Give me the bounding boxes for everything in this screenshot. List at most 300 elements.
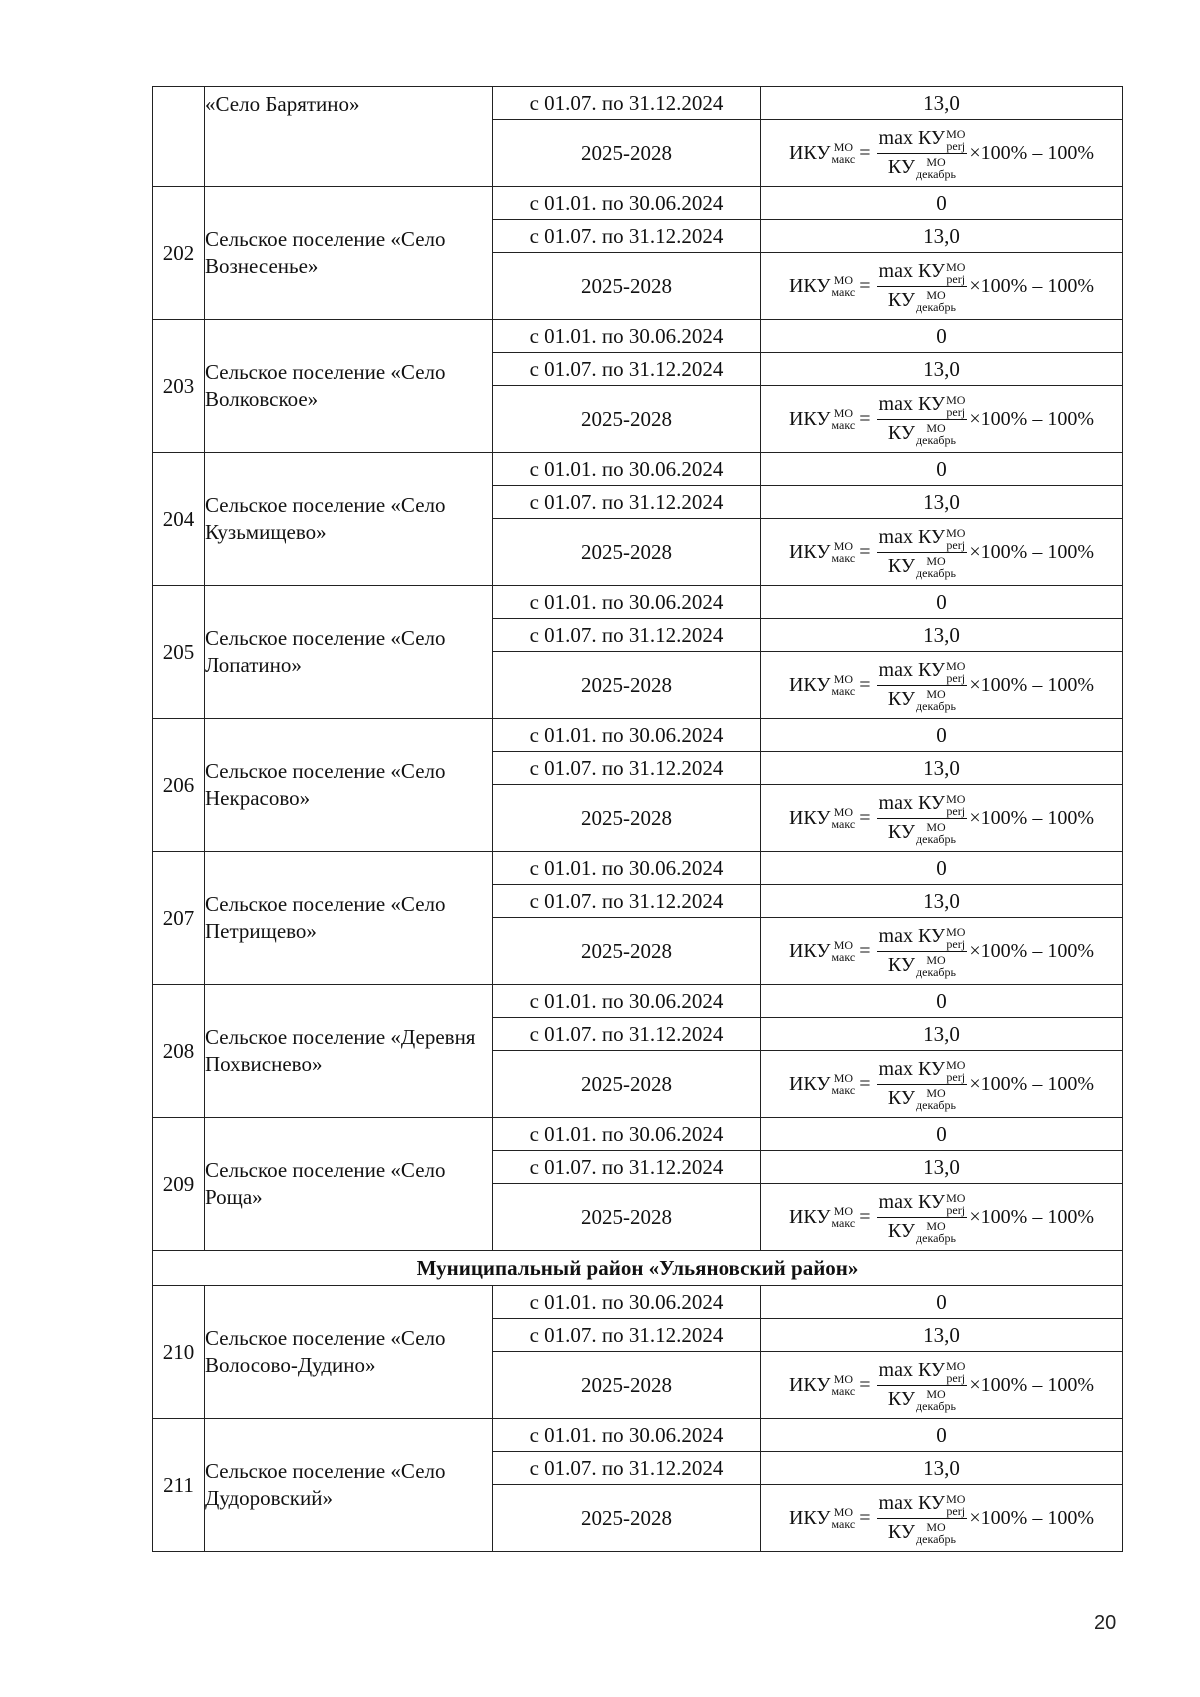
value-cell: 13,0 bbox=[761, 619, 1123, 652]
formula-den-indices bbox=[916, 1087, 956, 1111]
formula-lhs-sup: МО bbox=[833, 1505, 854, 1519]
formula-den-sub: декабрь bbox=[916, 1097, 956, 1112]
formula-denominator bbox=[888, 686, 956, 712]
table-row bbox=[153, 852, 1123, 885]
formula-numerator bbox=[877, 1491, 968, 1518]
formula-lhs-sub: макс bbox=[831, 1216, 856, 1230]
formula-num-sub: perj bbox=[946, 670, 966, 685]
formula-den-indices bbox=[916, 422, 956, 446]
value-cell: 13,0 bbox=[761, 1452, 1123, 1485]
formula-num-prefix: max КУ bbox=[878, 659, 946, 682]
table-row bbox=[153, 1118, 1123, 1151]
value-cell: 0 bbox=[761, 1419, 1123, 1452]
period-cell: с 01.07. по 31.12.2024 bbox=[493, 1452, 761, 1485]
period-cell: с 01.07. по 31.12.2024 bbox=[493, 885, 761, 918]
formula-eq: = bbox=[859, 1205, 871, 1228]
formula-lhs-indices bbox=[832, 806, 856, 830]
formula-den-sub: декабрь bbox=[916, 964, 956, 979]
table-row bbox=[153, 1419, 1123, 1452]
formula-cell bbox=[761, 652, 1123, 719]
formula-fraction bbox=[877, 1057, 968, 1111]
formula-num-prefix: max КУ bbox=[878, 1058, 946, 1081]
formula-cell bbox=[761, 785, 1123, 852]
formula-num-sub: perj bbox=[946, 1370, 966, 1385]
index-formula bbox=[789, 1057, 1094, 1111]
formula-denominator bbox=[888, 1085, 956, 1111]
formula-cell bbox=[761, 1485, 1123, 1552]
formula-den-indices bbox=[916, 156, 956, 180]
period-cell: с 01.01. по 30.06.2024 bbox=[493, 586, 761, 619]
formula-eq: = bbox=[859, 274, 871, 297]
period-cell: с 01.01. по 30.06.2024 bbox=[493, 187, 761, 220]
formula-cell bbox=[761, 386, 1123, 453]
formula-denominator bbox=[888, 1519, 956, 1545]
formula-numerator bbox=[877, 924, 968, 951]
formula-lhs-sub: макс bbox=[831, 684, 856, 698]
settlement-name: Сельское поселение «Село Лопатино» bbox=[205, 586, 493, 719]
settlement-name: Сельское поселение «Деревня Похвиснево» bbox=[205, 985, 493, 1118]
value-cell: 13,0 bbox=[761, 486, 1123, 519]
formula-denominator bbox=[888, 420, 956, 446]
formula-tail: ×100% – 100% bbox=[969, 407, 1095, 430]
formula-num-indices bbox=[946, 793, 965, 817]
formula-cell bbox=[761, 1184, 1123, 1251]
settlement-name: Сельское поселение «Село Кузьмищево» bbox=[205, 453, 493, 586]
value-cell: 13,0 bbox=[761, 1151, 1123, 1184]
value-cell: 0 bbox=[761, 586, 1123, 619]
period-cell: 2025-2028 bbox=[493, 785, 761, 852]
formula-num-sup: МО bbox=[946, 791, 966, 806]
formula-num-sub: perj bbox=[946, 1503, 966, 1518]
formula-lhs: ИКУ bbox=[788, 407, 831, 430]
formula-num-sub: perj bbox=[946, 803, 966, 818]
formula-eq: = bbox=[859, 540, 871, 563]
index-formula bbox=[789, 924, 1094, 978]
row-number: 204 bbox=[153, 453, 205, 586]
formula-tail: ×100% – 100% bbox=[969, 1072, 1095, 1095]
formula-numerator bbox=[877, 126, 968, 153]
period-cell: с 01.01. по 30.06.2024 bbox=[493, 1286, 761, 1319]
formula-num-sub: perj bbox=[946, 1069, 966, 1084]
formula-den: КУ bbox=[887, 1387, 916, 1410]
formula-den-sup: МО bbox=[926, 1085, 946, 1100]
formula-eq: = bbox=[859, 141, 871, 164]
section-title: Муниципальный район «Ульяновский район» bbox=[153, 1251, 1123, 1286]
formula-num-sub: perj bbox=[946, 936, 966, 951]
formula-den-indices bbox=[916, 954, 956, 978]
formula-lhs-indices bbox=[832, 274, 856, 298]
formula-numerator bbox=[877, 1358, 968, 1385]
row-number: 205 bbox=[153, 586, 205, 719]
tariff-table bbox=[152, 86, 1123, 1552]
formula-fraction bbox=[877, 1358, 968, 1412]
formula-tail: ×100% – 100% bbox=[969, 673, 1095, 696]
settlement-name: Сельское поселение «Село Волосово-Дудино» bbox=[205, 1286, 493, 1419]
formula-lhs: ИКУ bbox=[788, 1072, 831, 1095]
formula-lhs-sub: макс bbox=[831, 817, 856, 831]
table-row bbox=[153, 320, 1123, 353]
formula-den-sub: декабрь bbox=[916, 432, 956, 447]
formula-eq: = bbox=[859, 1373, 871, 1396]
formula-lhs-indices bbox=[832, 1205, 856, 1229]
formula-den: КУ bbox=[887, 820, 916, 843]
formula-lhs-sub: макс bbox=[831, 551, 856, 565]
formula-lhs-sup: МО bbox=[833, 140, 854, 154]
settlement-name: «Село Барятино» bbox=[205, 87, 493, 187]
formula-lhs: ИКУ bbox=[788, 540, 831, 563]
formula-eq: = bbox=[859, 673, 871, 696]
formula-tail: ×100% – 100% bbox=[969, 141, 1095, 164]
formula-eq: = bbox=[859, 806, 871, 829]
formula-num-indices bbox=[946, 128, 965, 152]
formula-eq: = bbox=[859, 1072, 871, 1095]
formula-den-indices bbox=[916, 289, 956, 313]
formula-num-indices bbox=[946, 394, 965, 418]
formula-den-indices bbox=[916, 821, 956, 845]
table-body-bottom bbox=[153, 1286, 1123, 1552]
formula-denominator bbox=[888, 553, 956, 579]
formula-denominator bbox=[888, 1218, 956, 1244]
row-number: 210 bbox=[153, 1286, 205, 1419]
formula-lhs-sup: МО bbox=[833, 1372, 854, 1386]
formula-den-sup: МО bbox=[926, 287, 946, 302]
formula-lhs-indices bbox=[832, 1506, 856, 1530]
formula-lhs-indices bbox=[832, 673, 856, 697]
value-cell: 0 bbox=[761, 985, 1123, 1018]
section-row-group bbox=[153, 1251, 1123, 1286]
value-cell: 0 bbox=[761, 453, 1123, 486]
period-cell: с 01.07. по 31.12.2024 bbox=[493, 87, 761, 120]
formula-num-sub: perj bbox=[946, 1202, 966, 1217]
formula-numerator bbox=[877, 1190, 968, 1217]
period-cell: 2025-2028 bbox=[493, 253, 761, 320]
formula-lhs-sub: макс bbox=[831, 950, 856, 964]
formula-cell bbox=[761, 120, 1123, 187]
index-formula bbox=[789, 658, 1094, 712]
row-number: 207 bbox=[153, 852, 205, 985]
formula-tail: ×100% – 100% bbox=[969, 540, 1095, 563]
formula-den-sup: МО bbox=[926, 952, 946, 967]
formula-lhs: ИКУ bbox=[788, 939, 831, 962]
formula-den-sub: декабрь bbox=[916, 1531, 956, 1546]
row-number: 209 bbox=[153, 1118, 205, 1251]
formula-numerator bbox=[877, 392, 968, 419]
formula-lhs-indices bbox=[832, 540, 856, 564]
formula-den: КУ bbox=[887, 554, 916, 577]
value-cell: 13,0 bbox=[761, 353, 1123, 386]
formula-eq: = bbox=[859, 1506, 871, 1529]
formula-denominator bbox=[888, 952, 956, 978]
formula-lhs-indices bbox=[832, 407, 856, 431]
period-cell: с 01.01. по 30.06.2024 bbox=[493, 1118, 761, 1151]
formula-den: КУ bbox=[887, 1520, 916, 1543]
formula-lhs: ИКУ bbox=[788, 1205, 831, 1228]
index-formula bbox=[789, 392, 1094, 446]
settlement-name: Сельское поселение «Село Некрасово» bbox=[205, 719, 493, 852]
period-cell: 2025-2028 bbox=[493, 1051, 761, 1118]
formula-lhs: ИКУ bbox=[788, 806, 831, 829]
settlement-name: Сельское поселение «Село Волковское» bbox=[205, 320, 493, 453]
formula-num-sub: perj bbox=[946, 404, 966, 419]
formula-num-sup: МО bbox=[946, 1491, 966, 1506]
row-number: 208 bbox=[153, 985, 205, 1118]
formula-den-sub: декабрь bbox=[916, 565, 956, 580]
row-number: 206 bbox=[153, 719, 205, 852]
formula-lhs-sup: МО bbox=[833, 938, 854, 952]
period-cell: 2025-2028 bbox=[493, 918, 761, 985]
formula-den-indices bbox=[916, 1220, 956, 1244]
period-cell: с 01.01. по 30.06.2024 bbox=[493, 852, 761, 885]
formula-num-sup: МО bbox=[946, 1057, 966, 1072]
row-number: 202 bbox=[153, 187, 205, 320]
formula-lhs-sup: МО bbox=[833, 1204, 854, 1218]
formula-num-sup: МО bbox=[946, 924, 966, 939]
formula-lhs-sub: макс bbox=[831, 285, 856, 299]
formula-cell bbox=[761, 1051, 1123, 1118]
settlement-name: Сельское поселение «Село Вознесенье» bbox=[205, 187, 493, 320]
formula-den: КУ bbox=[887, 1219, 916, 1242]
formula-den: КУ bbox=[887, 288, 916, 311]
row-number: 203 bbox=[153, 320, 205, 453]
formula-fraction bbox=[877, 259, 968, 313]
formula-num-prefix: max КУ bbox=[878, 1359, 946, 1382]
formula-fraction bbox=[877, 791, 968, 845]
formula-num-prefix: max КУ bbox=[878, 127, 946, 150]
formula-den-sup: МО bbox=[926, 1519, 946, 1534]
formula-den-indices bbox=[916, 1521, 956, 1545]
index-formula bbox=[789, 1358, 1094, 1412]
page-number: 20 bbox=[1094, 1612, 1117, 1634]
formula-lhs-indices bbox=[832, 939, 856, 963]
formula-num-prefix: max КУ bbox=[878, 260, 946, 283]
period-cell: с 01.01. по 30.06.2024 bbox=[493, 1419, 761, 1452]
formula-lhs-sup: МО bbox=[833, 273, 854, 287]
formula-numerator bbox=[877, 791, 968, 818]
formula-fraction bbox=[877, 658, 968, 712]
value-cell: 13,0 bbox=[761, 752, 1123, 785]
section-row bbox=[153, 1251, 1123, 1286]
period-cell: с 01.01. по 30.06.2024 bbox=[493, 985, 761, 1018]
value-cell: 0 bbox=[761, 320, 1123, 353]
formula-fraction bbox=[877, 1190, 968, 1244]
formula-lhs-sup: МО bbox=[833, 672, 854, 686]
period-cell: с 01.07. по 31.12.2024 bbox=[493, 486, 761, 519]
formula-den-sup: МО bbox=[926, 553, 946, 568]
formula-lhs-sub: макс bbox=[831, 152, 856, 166]
index-formula bbox=[789, 1491, 1094, 1545]
settlement-name: Сельское поселение «Село Дудоровский» bbox=[205, 1419, 493, 1552]
formula-num-indices bbox=[946, 1360, 965, 1384]
formula-den: КУ bbox=[887, 1086, 916, 1109]
formula-denominator bbox=[888, 287, 956, 313]
table-row bbox=[153, 187, 1123, 220]
value-cell: 0 bbox=[761, 1118, 1123, 1151]
value-cell: 0 bbox=[761, 187, 1123, 220]
formula-den-sub: декабрь bbox=[916, 831, 956, 846]
formula-fraction bbox=[877, 1491, 968, 1545]
index-formula bbox=[789, 126, 1094, 180]
formula-lhs-indices bbox=[832, 141, 856, 165]
formula-lhs-sub: макс bbox=[831, 1083, 856, 1097]
value-cell: 13,0 bbox=[761, 1319, 1123, 1352]
period-cell: с 01.07. по 31.12.2024 bbox=[493, 619, 761, 652]
formula-cell bbox=[761, 253, 1123, 320]
formula-num-sup: МО bbox=[946, 658, 966, 673]
table-row bbox=[153, 719, 1123, 752]
period-cell: с 01.07. по 31.12.2024 bbox=[493, 1319, 761, 1352]
period-cell: с 01.01. по 30.06.2024 bbox=[493, 320, 761, 353]
formula-den-sub: декабрь bbox=[916, 299, 956, 314]
formula-lhs-indices bbox=[832, 1072, 856, 1096]
settlement-name: Сельское поселение «Село Петрищево» bbox=[205, 852, 493, 985]
formula-numerator bbox=[877, 658, 968, 685]
formula-num-indices bbox=[946, 261, 965, 285]
formula-tail: ×100% – 100% bbox=[969, 274, 1095, 297]
formula-den-sup: МО bbox=[926, 686, 946, 701]
formula-den-indices bbox=[916, 688, 956, 712]
formula-tail: ×100% – 100% bbox=[969, 806, 1095, 829]
formula-num-indices bbox=[946, 926, 965, 950]
formula-num-indices bbox=[946, 1192, 965, 1216]
period-cell: 2025-2028 bbox=[493, 386, 761, 453]
period-cell: с 01.07. по 31.12.2024 bbox=[493, 220, 761, 253]
formula-den: КУ bbox=[887, 687, 916, 710]
formula-tail: ×100% – 100% bbox=[969, 1373, 1095, 1396]
formula-den: КУ bbox=[887, 953, 916, 976]
formula-den-sub: декабрь bbox=[916, 1398, 956, 1413]
formula-den-sup: МО bbox=[926, 420, 946, 435]
formula-lhs-sup: МО bbox=[833, 406, 854, 420]
period-cell: с 01.07. по 31.12.2024 bbox=[493, 1018, 761, 1051]
formula-eq: = bbox=[859, 939, 871, 962]
period-cell: с 01.07. по 31.12.2024 bbox=[493, 353, 761, 386]
formula-cell bbox=[761, 1352, 1123, 1419]
formula-lhs: ИКУ bbox=[788, 141, 831, 164]
formula-num-indices bbox=[946, 1493, 965, 1517]
period-cell: с 01.01. по 30.06.2024 bbox=[493, 719, 761, 752]
formula-numerator bbox=[877, 525, 968, 552]
formula-lhs: ИКУ bbox=[788, 673, 831, 696]
formula-num-prefix: max КУ bbox=[878, 792, 946, 815]
period-cell: 2025-2028 bbox=[493, 652, 761, 719]
formula-cell bbox=[761, 519, 1123, 586]
value-cell: 13,0 bbox=[761, 87, 1123, 120]
formula-num-sup: МО bbox=[946, 392, 966, 407]
formula-num-sub: perj bbox=[946, 537, 966, 552]
formula-fraction bbox=[877, 525, 968, 579]
formula-den-sub: декабрь bbox=[916, 166, 956, 181]
formula-numerator bbox=[877, 259, 968, 286]
formula-eq: = bbox=[859, 407, 871, 430]
formula-num-sup: МО bbox=[946, 259, 966, 274]
formula-cell bbox=[761, 918, 1123, 985]
row-number bbox=[153, 87, 205, 187]
formula-num-prefix: max КУ bbox=[878, 393, 946, 416]
formula-num-prefix: max КУ bbox=[878, 526, 946, 549]
formula-lhs-sub: макс bbox=[831, 1517, 856, 1531]
value-cell: 0 bbox=[761, 719, 1123, 752]
period-cell: с 01.07. по 31.12.2024 bbox=[493, 752, 761, 785]
table-row bbox=[153, 87, 1123, 120]
formula-num-sup: МО bbox=[946, 1190, 966, 1205]
formula-fraction bbox=[877, 126, 968, 180]
formula-lhs-sup: МО bbox=[833, 539, 854, 553]
formula-den-sup: МО bbox=[926, 154, 946, 169]
period-cell: 2025-2028 bbox=[493, 1352, 761, 1419]
formula-lhs-sub: макс bbox=[831, 1384, 856, 1398]
formula-den-sub: декабрь bbox=[916, 1230, 956, 1245]
index-formula bbox=[789, 791, 1094, 845]
value-cell: 0 bbox=[761, 1286, 1123, 1319]
index-formula bbox=[789, 525, 1094, 579]
value-cell: 13,0 bbox=[761, 220, 1123, 253]
formula-denominator bbox=[888, 1386, 956, 1412]
formula-lhs: ИКУ bbox=[788, 1506, 831, 1529]
formula-numerator bbox=[877, 1057, 968, 1084]
formula-fraction bbox=[877, 924, 968, 978]
formula-den-indices bbox=[916, 1388, 956, 1412]
formula-num-prefix: max КУ bbox=[878, 1191, 946, 1214]
formula-tail: ×100% – 100% bbox=[969, 939, 1095, 962]
formula-den: КУ bbox=[887, 155, 916, 178]
formula-den-sup: МО bbox=[926, 1386, 946, 1401]
formula-num-sub: perj bbox=[946, 271, 966, 286]
formula-lhs-sub: макс bbox=[831, 418, 856, 432]
period-cell: 2025-2028 bbox=[493, 1184, 761, 1251]
formula-num-prefix: max КУ bbox=[878, 1492, 946, 1515]
settlement-name: Сельское поселение «Село Роща» bbox=[205, 1118, 493, 1251]
period-cell: 2025-2028 bbox=[493, 120, 761, 187]
table-row bbox=[153, 1286, 1123, 1319]
formula-lhs-indices bbox=[832, 1373, 856, 1397]
index-formula bbox=[789, 259, 1094, 313]
formula-num-indices bbox=[946, 1059, 965, 1083]
table-row bbox=[153, 453, 1123, 486]
formula-fraction bbox=[877, 392, 968, 446]
formula-num-indices bbox=[946, 660, 965, 684]
formula-den-sub: декабрь bbox=[916, 698, 956, 713]
formula-lhs: ИКУ bbox=[788, 274, 831, 297]
table-row bbox=[153, 586, 1123, 619]
formula-num-sub: perj bbox=[946, 138, 966, 153]
value-cell: 13,0 bbox=[761, 1018, 1123, 1051]
formula-num-prefix: max КУ bbox=[878, 925, 946, 948]
formula-den-indices bbox=[916, 555, 956, 579]
formula-lhs: ИКУ bbox=[788, 1373, 831, 1396]
period-cell: 2025-2028 bbox=[493, 1485, 761, 1552]
formula-den-sup: МО bbox=[926, 1218, 946, 1233]
value-cell: 0 bbox=[761, 852, 1123, 885]
index-formula bbox=[789, 1190, 1094, 1244]
formula-tail: ×100% – 100% bbox=[969, 1205, 1095, 1228]
formula-den: КУ bbox=[887, 421, 916, 444]
formula-tail: ×100% – 100% bbox=[969, 1506, 1095, 1529]
table-row bbox=[153, 985, 1123, 1018]
formula-num-sup: МО bbox=[946, 1358, 966, 1373]
formula-lhs-sup: МО bbox=[833, 1071, 854, 1085]
period-cell: с 01.07. по 31.12.2024 bbox=[493, 1151, 761, 1184]
formula-lhs-sup: МО bbox=[833, 805, 854, 819]
row-number: 211 bbox=[153, 1419, 205, 1552]
formula-num-sup: МО bbox=[946, 525, 966, 540]
formula-denominator bbox=[888, 154, 956, 180]
value-cell: 13,0 bbox=[761, 885, 1123, 918]
period-cell: 2025-2028 bbox=[493, 519, 761, 586]
formula-num-sup: МО bbox=[946, 126, 966, 141]
table-body-top bbox=[153, 87, 1123, 1251]
formula-den-sup: МО bbox=[926, 819, 946, 834]
formula-num-indices bbox=[946, 527, 965, 551]
